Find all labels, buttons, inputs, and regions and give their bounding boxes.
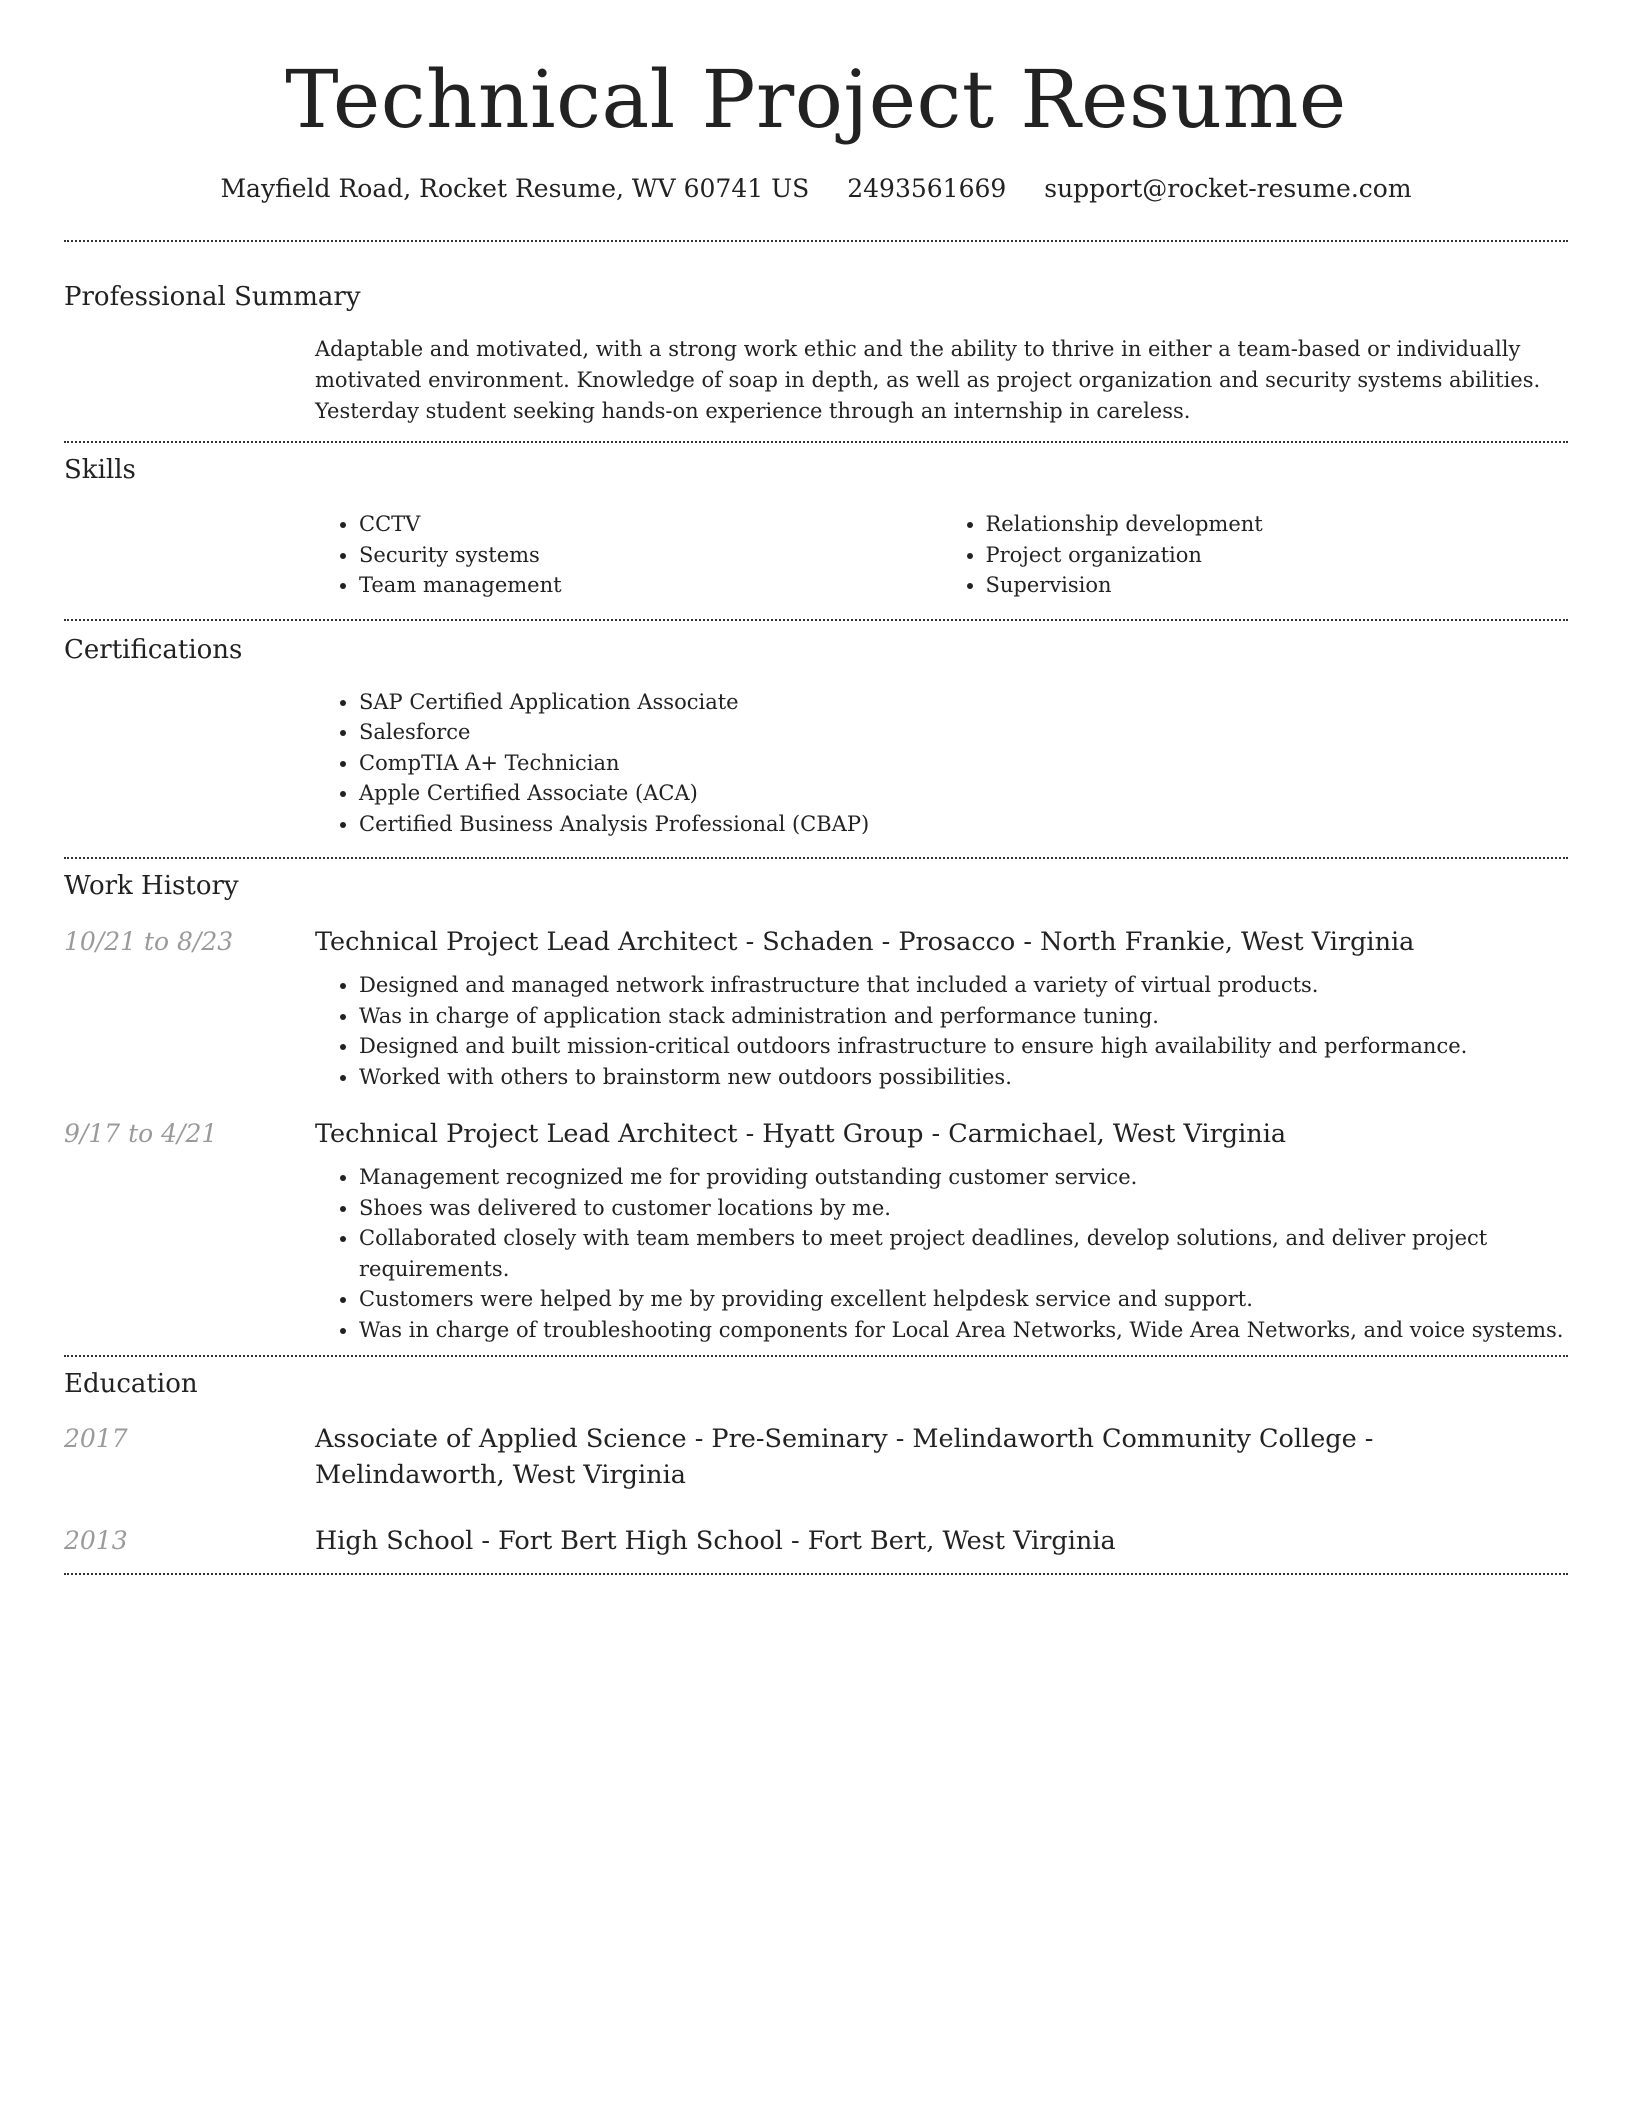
skills-title: Skills bbox=[64, 455, 136, 485]
work-entry bbox=[64, 924, 1568, 1092]
contact-email: support@rocket-resume.com bbox=[1044, 174, 1412, 203]
list-item: • Shoes was delivered to customer locations by me. bbox=[359, 1193, 1568, 1224]
list-item: • Supervision bbox=[986, 570, 1569, 601]
entry-year: 2017 bbox=[64, 1424, 128, 1453]
education-detail: - Fort Bert High School - Fort Bert, West Virginia bbox=[473, 1526, 1116, 1556]
list-item: • Was in charge of application stack administration and performance tuning. bbox=[359, 1001, 1568, 1032]
skills-column-left bbox=[315, 509, 942, 601]
contact-address: Mayfield Road, Rocket Resume, WV 60741 US bbox=[220, 174, 810, 203]
divider bbox=[64, 1573, 1568, 1575]
list-item: • Management recognized me for providing outstanding customer service. bbox=[359, 1162, 1568, 1193]
degree-name: Associate of Applied Science bbox=[315, 1424, 687, 1454]
skills-section bbox=[64, 443, 1568, 601]
list-item: • Was in charge of troubleshooting components for Local Area Networks, Wide Area Networks, and voice systems. bbox=[359, 1315, 1568, 1346]
contact-phone: 2493561669 bbox=[847, 174, 1007, 203]
entry-dates: 10/21 to 8/23 bbox=[64, 927, 234, 956]
list-item: • Relationship development bbox=[986, 509, 1569, 540]
list-item: • Customers were helped by me by providing excellent helpdesk service and support. bbox=[359, 1284, 1568, 1315]
summary-section bbox=[64, 242, 1568, 427]
job-bullets bbox=[315, 1162, 1568, 1345]
education-title-line bbox=[315, 1523, 1568, 1559]
resume-page bbox=[64, 0, 1568, 1575]
list-item: • Team management bbox=[359, 570, 942, 601]
education-title-line bbox=[315, 1421, 1568, 1493]
entry-dates: 9/17 to 4/21 bbox=[64, 1119, 218, 1148]
entry-year: 2013 bbox=[64, 1526, 128, 1555]
resume-header bbox=[64, 0, 1568, 206]
list-item: • Project organization bbox=[986, 540, 1569, 571]
certifications-title: Certifications bbox=[64, 634, 243, 665]
education-entry bbox=[64, 1421, 1568, 1493]
certifications-section bbox=[64, 621, 1568, 840]
list-item: • Collaborated closely with team members to meet project deadlines, develop solutions, and deliver project requirements. bbox=[359, 1223, 1568, 1284]
work-section bbox=[64, 859, 1568, 1345]
work-title: Work History bbox=[64, 871, 239, 901]
degree-name: High School bbox=[315, 1526, 474, 1556]
resume-name: Technical Project Resume bbox=[285, 53, 1347, 146]
list-item: • Certified Business Analysis Professional (CBAP) bbox=[359, 809, 1568, 840]
job-bullets bbox=[315, 970, 1568, 1092]
summary-title: Professional Summary bbox=[64, 282, 361, 312]
list-item: • Designed and managed network infrastructure that included a variety of virtual products. bbox=[359, 970, 1568, 1001]
list-item: • Designed and built mission-critical outdoors infrastructure to ensure high availability and performance. bbox=[359, 1031, 1568, 1062]
education-entry bbox=[64, 1523, 1568, 1559]
certifications-list bbox=[315, 687, 1568, 840]
job-title: Technical Project Lead Architect - Hyatt Group - Carmichael, West Virginia bbox=[315, 1119, 1287, 1149]
list-item: • Security systems bbox=[359, 540, 942, 571]
education-detail: - Pre-Seminary - Melindaworth Community College - Melindaworth, West Virginia bbox=[315, 1424, 1374, 1490]
work-entry bbox=[64, 1116, 1568, 1345]
skills-list bbox=[315, 509, 1568, 601]
list-item: • CCTV bbox=[359, 509, 942, 540]
education-section bbox=[64, 1357, 1568, 1559]
job-title: Technical Project Lead Architect - Schaden - Prosacco - North Frankie, West Virginia bbox=[315, 927, 1415, 957]
education-title: Education bbox=[64, 1369, 198, 1399]
summary-text: Adaptable and motivated, with a strong work ethic and the ability to thrive in either a team-based or individually motivated environment. Knowledge of soap in depth, as well as project organization and security systems abilities. Yesterday student seeking hands-on experience through an internship in careless. bbox=[315, 337, 1541, 423]
contact-line bbox=[64, 172, 1568, 206]
list-item: • Worked with others to brainstorm new outdoors possibilities. bbox=[359, 1062, 1568, 1093]
list-item: • Salesforce bbox=[359, 717, 1568, 748]
list-item: • CompTIA A+ Technician bbox=[359, 748, 1568, 779]
list-item: • Apple Certified Associate (ACA) bbox=[359, 778, 1568, 809]
skills-column-right bbox=[942, 509, 1569, 601]
list-item: • SAP Certified Application Associate bbox=[359, 687, 1568, 718]
